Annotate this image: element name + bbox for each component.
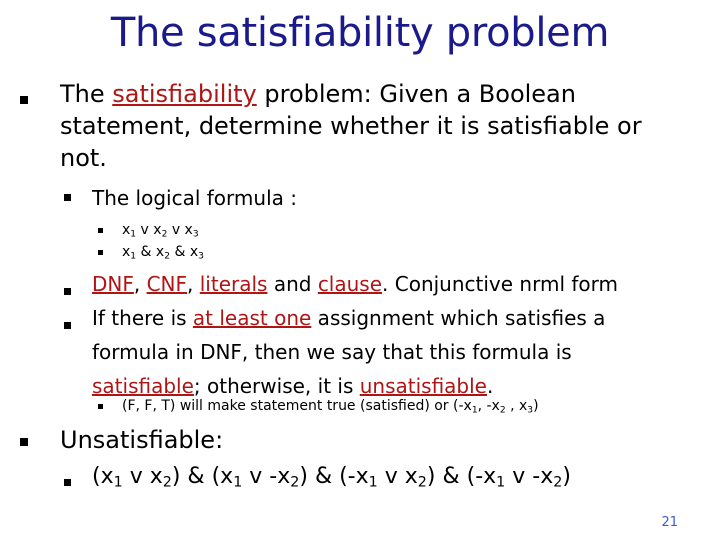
- logical-formula-label: The logical formula :: [92, 186, 297, 210]
- assignment-paragraph: [92, 301, 662, 403]
- t: v x: [167, 222, 193, 238]
- sub: 2: [499, 405, 506, 416]
- bullet-marker: [98, 228, 103, 233]
- text: The: [60, 80, 113, 108]
- term-unsatisfiable: unsatisfiable: [359, 374, 487, 398]
- sub: 3: [527, 405, 534, 416]
- sub: 2: [164, 251, 170, 262]
- t: ) & (-x: [426, 464, 497, 489]
- bullet-marker: [64, 322, 71, 329]
- sub: 1: [233, 474, 243, 491]
- normal-forms-line: [92, 267, 692, 301]
- sub: 1: [368, 474, 378, 491]
- t: & x: [170, 244, 199, 260]
- term-satisfiable: satisfiable: [92, 374, 194, 398]
- t: ,: [133, 272, 147, 296]
- term-literals: literals: [199, 272, 268, 296]
- bullet-marker: [64, 288, 71, 295]
- term-dnf: DNF: [92, 272, 134, 296]
- t: v x: [136, 222, 162, 238]
- bullet-marker: [20, 96, 28, 104]
- formula-or: [122, 220, 199, 240]
- t: ,: [187, 272, 200, 296]
- text: problem: Given a Boolean statement, determine whether it is satisfiable or not.: [60, 80, 642, 172]
- sub: 1: [130, 251, 137, 262]
- sub: 3: [192, 229, 199, 240]
- sub: 1: [496, 474, 506, 491]
- sub: 1: [471, 405, 478, 416]
- sub: 2: [553, 474, 563, 491]
- t: , x: [505, 398, 528, 414]
- t: x: [122, 244, 131, 260]
- t: v -x: [505, 464, 554, 489]
- t: . Conjunctive nrml form: [382, 272, 618, 296]
- term-cnf: CNF: [146, 272, 188, 296]
- t: and: [267, 272, 318, 296]
- t: If there is: [92, 306, 193, 330]
- sub: 1: [113, 474, 123, 491]
- problem-definition: [60, 78, 680, 174]
- bullet-marker: [98, 250, 103, 255]
- unsatisfiable-formula: [92, 460, 571, 494]
- bullet-marker: [98, 404, 103, 409]
- t: v x: [122, 464, 163, 489]
- t: ): [562, 464, 571, 489]
- unsatisfiable-heading: Unsatisfiable:: [60, 426, 224, 454]
- t: , -x: [477, 398, 500, 414]
- sub: 3: [198, 251, 204, 262]
- t: .: [487, 374, 494, 398]
- bullet-marker: [20, 438, 28, 446]
- bullet-marker: [64, 479, 71, 486]
- sub: 2: [162, 474, 172, 491]
- t: v -x: [242, 464, 291, 489]
- t: v x: [377, 464, 418, 489]
- t: x: [122, 222, 131, 238]
- term-clause: clause: [317, 272, 383, 296]
- sub: 1: [130, 229, 137, 240]
- sub: 2: [290, 474, 300, 491]
- sub: 2: [417, 474, 427, 491]
- formula-and: [122, 242, 204, 262]
- example-assignment: [122, 396, 539, 416]
- t: & x: [136, 244, 165, 260]
- bullet-marker: [64, 194, 71, 201]
- slide-number: 21: [661, 515, 678, 530]
- t: (F, F, T) will make statement true (satisfied) or (-x: [122, 398, 472, 414]
- term-at-least-one: at least one: [192, 306, 312, 330]
- slide-title: The satisfiability problem: [110, 10, 610, 56]
- t: ) & (-x: [299, 464, 369, 489]
- term-satisfiability: satisfiability: [112, 80, 257, 108]
- t: (x: [92, 464, 114, 489]
- t: ; otherwise, it is: [193, 374, 360, 398]
- t: ) & (x: [171, 464, 234, 489]
- t: ): [533, 398, 539, 414]
- sub: 2: [161, 229, 168, 240]
- t: assignment which satisfies a formula in DNF, then we say that this formula is: [92, 306, 606, 364]
